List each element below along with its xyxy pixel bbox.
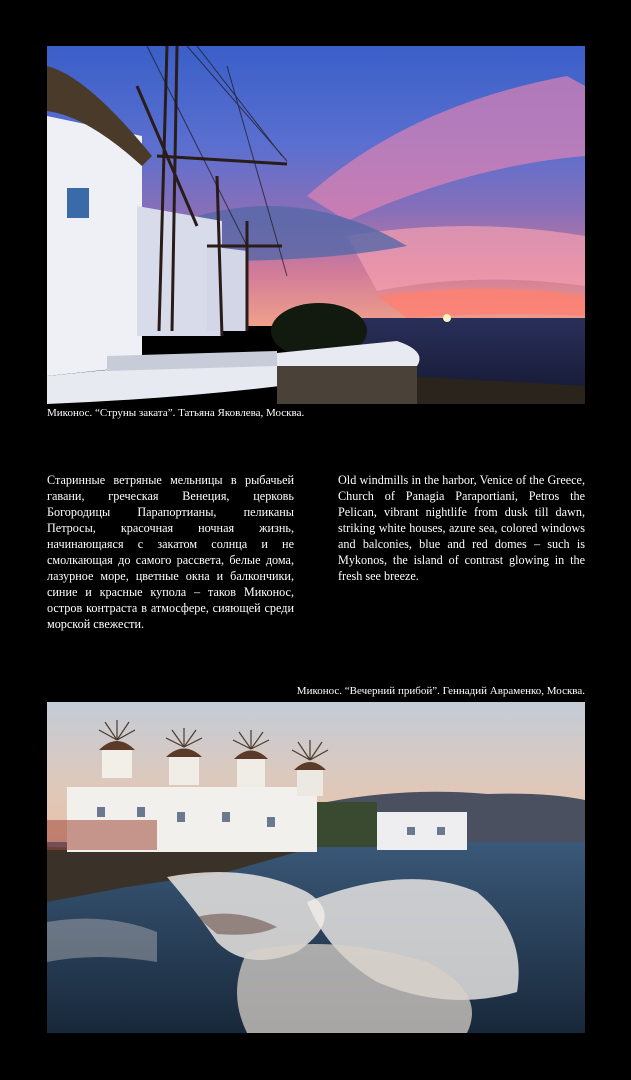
photo-sunset-windmills (47, 46, 585, 404)
evening-surf-image (47, 702, 585, 1033)
photo-caption-top: Миконос. “Струны заката”. Татьяна Яковлева, Москва. (47, 407, 305, 419)
sunset-windmills-image (47, 46, 585, 404)
photo-caption-bottom: Миконос. “Вечерний прибой”. Геннадий Авраменко, Москва. (296, 685, 585, 697)
photo-evening-surf (47, 702, 585, 1033)
description-english: Old windmills in the harbor, Venice of the Greece, Church of Panagia Paraportiani, Petros the Pelican, vibrant nightlife from dusk till dawn, striking white houses, azure sea, colored windows and balconies, blue and red domes – such is Mykonos, the island of contrast glowing in the fresh see breeze. (338, 473, 585, 583)
description-russian: Старинные ветряные мельницы в рыбачьей гавани, греческая Венеция, церковь Богородицы Парапортианы, пеликаны Петросы, красочная ночная жизнь, начинающаяся с закатом солнца и не смолкающая до самого рассвета, белые дома, лазурное море, цветные окна и балкончики, синие и красные купола – таков Миконос, остров контраста в атмосфере, сияющей среди морской свежести. (47, 473, 294, 631)
